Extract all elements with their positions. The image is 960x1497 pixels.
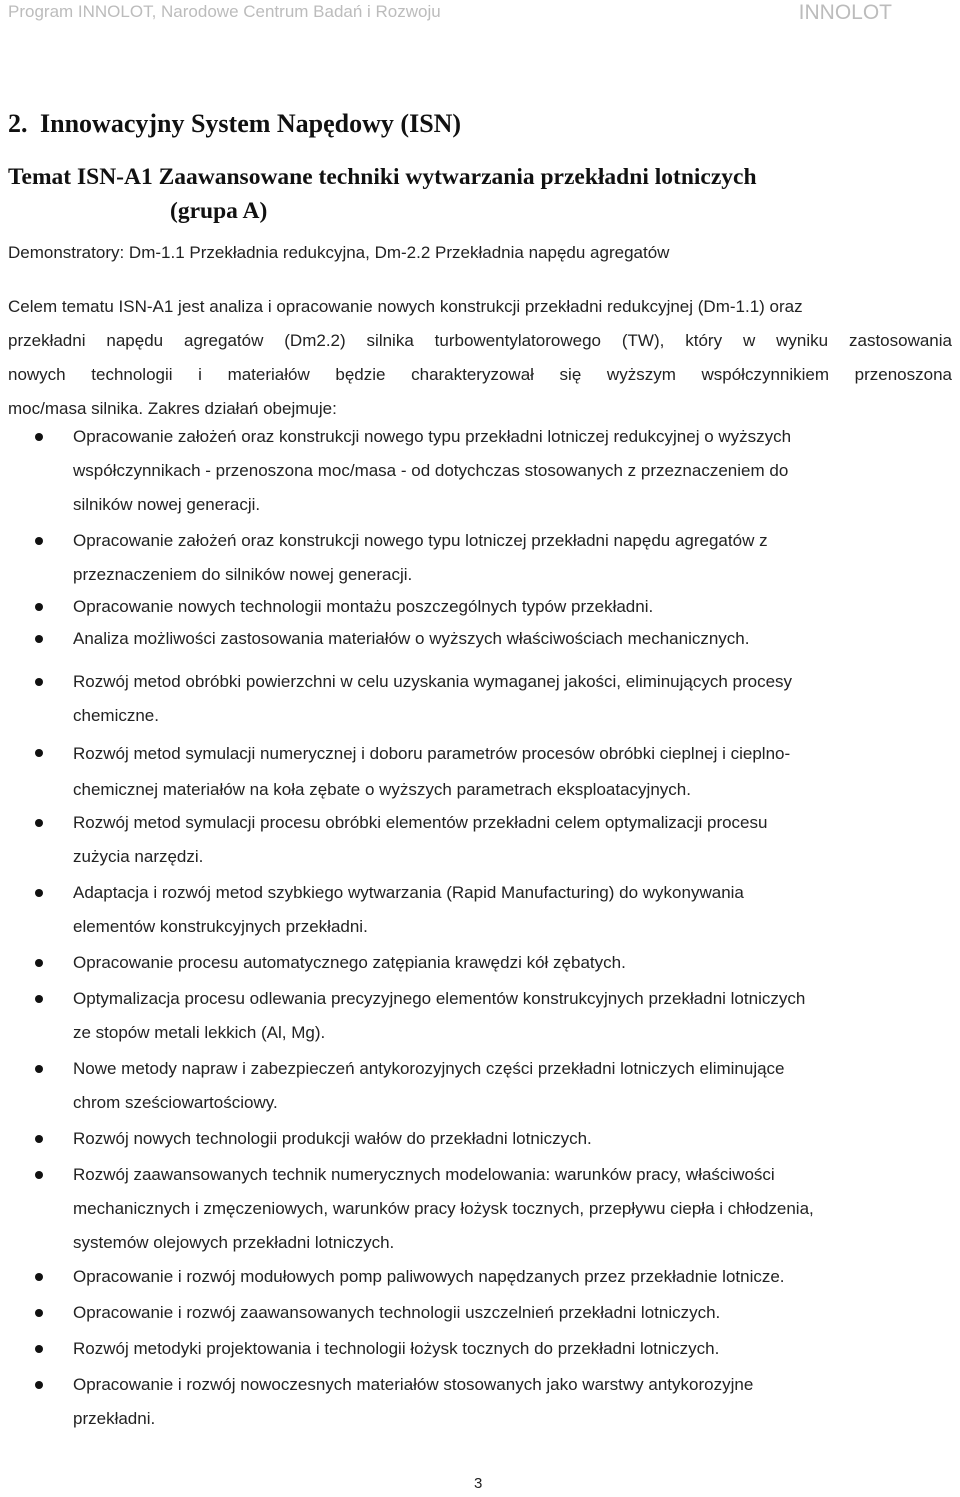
list-item-text xyxy=(73,1296,959,1330)
bullet-dot-icon xyxy=(35,1345,43,1353)
list-item-line: chrom sześciowartościowy. xyxy=(73,1093,278,1112)
list-item-text xyxy=(73,946,959,980)
bullet-dot-icon xyxy=(35,749,43,757)
list-item-line: Opracowanie i rozwój nowoczesnych materiałów stosowanych jako warstwy antykorozyjne xyxy=(73,1375,754,1394)
topic-title-line-1: Temat ISN-A1 Zaawansowane techniki wytwarzania przekładni lotniczych xyxy=(8,164,757,190)
list-item-text xyxy=(73,1122,959,1156)
list-item-text xyxy=(73,590,959,624)
page-number: 3 xyxy=(474,1475,483,1492)
list-item-line: Rozwój metodyki projektowania i technologii łożysk tocznych do przekładni lotniczych. xyxy=(73,1339,720,1358)
list-item-line: Analiza możliwości zastosowania materiałów o wyższych właściwościach mechanicznych. xyxy=(73,629,750,648)
list-item-line: współczynnikach - przenoszona moc/masa - od dotychczas stosowanych z przeznaczeniem do xyxy=(73,461,789,480)
list-item-line: chemicznej materiałów na koła zębate o wyższych parametrach eksploatacyjnych. xyxy=(73,780,691,799)
list-item-text xyxy=(73,1052,959,1120)
header-program-name: Program INNOLOT, Narodowe Centrum Badań i Rozwoju xyxy=(8,2,441,21)
list-item-line: Rozwój metod symulacji procesu obróbki elementów przekładni celem optymalizacji procesu xyxy=(73,813,768,832)
demonstrators-line: Demonstratory: Dm-1.1 Przekładnia redukcyjna, Dm-2.2 Przekładnia napędu agregatów xyxy=(8,243,670,262)
list-item-text xyxy=(73,420,959,522)
bullet-dot-icon xyxy=(35,995,43,1003)
intro-paragraph xyxy=(8,290,952,426)
list-item-text xyxy=(73,524,959,592)
bullet-dot-icon xyxy=(35,433,43,441)
intro-line: Celem tematu ISN-A1 jest analiza i opracowanie nowych konstrukcji przekładni redukcyjnej (Dm-1.1) oraz xyxy=(8,297,803,316)
list-item-text xyxy=(73,1332,959,1366)
list-item-line: Opracowanie i rozwój zaawansowanych technologii uszczelnień przekładni lotniczych. xyxy=(73,1303,721,1322)
intro-line: przekładni napędu agregatów (Dm2.2) silnika turbowentylatorowego (TW), który w wyniku zastosowania xyxy=(8,331,952,350)
list-item-text xyxy=(73,736,959,808)
list-item-line: chemiczne. xyxy=(73,706,159,725)
bullet-dot-icon xyxy=(35,1065,43,1073)
list-item-line: Rozwój metod obróbki powierzchni w celu uzyskania wymaganej jakości, eliminujących procesy xyxy=(73,672,793,691)
list-item-line: Opracowanie i rozwój modułowych pomp paliwowych napędzanych przez przekładnie lotnicze. xyxy=(73,1267,785,1286)
section-title: Innowacyjny System Napędowy (ISN) xyxy=(40,109,462,138)
list-item-line: Opracowanie założeń oraz konstrukcji nowego typu przekładni lotniczej redukcyjnej o wyższych xyxy=(73,427,792,446)
header-project-logo-text: INNOLOT xyxy=(798,1,892,24)
list-item-line: Adaptacja i rozwój metod szybkiego wytwarzania (Rapid Manufacturing) do wykonywania xyxy=(73,883,744,902)
bullet-dot-icon xyxy=(35,1381,43,1389)
section-number: 2. xyxy=(8,109,28,138)
list-item-line: systemów olejowych przekładni lotniczych. xyxy=(73,1233,395,1252)
topic-heading xyxy=(8,160,938,228)
bullet-dot-icon xyxy=(35,1273,43,1281)
list-item-text xyxy=(73,665,959,733)
list-item-line: zużycia narzędzi. xyxy=(73,847,204,866)
list-item-line: ze stopów metali lekkich (Al, Mg). xyxy=(73,1023,326,1042)
list-item-line: elementów konstrukcyjnych przekładni. xyxy=(73,917,368,936)
list-item-text xyxy=(73,622,959,656)
page-header xyxy=(0,0,960,28)
list-item-line: mechanicznych i zmęczeniowych, warunków pracy łożysk tocznych, przepływu ciepła i chłodzenia, xyxy=(73,1199,814,1218)
bullet-dot-icon xyxy=(35,1135,43,1143)
bullet-dot-icon xyxy=(35,889,43,897)
bullet-dot-icon xyxy=(35,603,43,611)
list-item-line: Opracowanie nowych technologii montażu poszczególnych typów przekładni. xyxy=(73,597,654,616)
list-item-line: Rozwój zaawansowanych technik numerycznych modelowania: warunków pracy, właściwości xyxy=(73,1165,775,1184)
list-item-line: przeznaczeniem do silników nowej generacji. xyxy=(73,565,413,584)
intro-line: nowych technologii i materiałów będzie charakteryzował się wyższym współczynnikiem przenoszona xyxy=(8,365,952,384)
intro-line: moc/masa silnika. Zakres działań obejmuje: xyxy=(8,399,337,418)
list-item-text xyxy=(73,982,959,1050)
bullet-dot-icon xyxy=(35,635,43,643)
list-item-text xyxy=(73,876,959,944)
section-heading xyxy=(8,106,461,142)
bullet-dot-icon xyxy=(35,819,43,827)
bullet-dot-icon xyxy=(35,959,43,967)
list-item-line: Opracowanie założeń oraz konstrukcji nowego typu lotniczej przekładni napędu agregatów z xyxy=(73,531,768,550)
list-item-line: silników nowej generacji. xyxy=(73,495,261,514)
list-item-text xyxy=(73,806,959,874)
list-item-line: Rozwój nowych technologii produkcji wałów do przekładni lotniczych. xyxy=(73,1129,592,1148)
list-item-line: przekładni. xyxy=(73,1409,156,1428)
list-item-line: Optymalizacja procesu odlewania precyzyjnego elementów konstrukcyjnych przekładni lotniczych xyxy=(73,989,806,1008)
list-item-line: Opracowanie procesu automatycznego zatępiania krawędzi kół zębatych. xyxy=(73,953,626,972)
bullet-dot-icon xyxy=(35,1171,43,1179)
list-item-text xyxy=(73,1158,959,1260)
bullet-dot-icon xyxy=(35,678,43,686)
list-item-line: Rozwój metod symulacji numerycznej i doboru parametrów procesów obróbki cieplnej i cieplno- xyxy=(73,744,791,763)
list-item-line: Nowe metody napraw i zabezpieczeń antykorozyjnych części przekładni lotniczych eliminujące xyxy=(73,1059,785,1078)
bullet-dot-icon xyxy=(35,537,43,545)
bullet-dot-icon xyxy=(35,1309,43,1317)
topic-title-line-2: (grupa A) xyxy=(170,198,268,224)
list-item-text xyxy=(73,1368,959,1436)
list-item-text xyxy=(73,1260,959,1294)
